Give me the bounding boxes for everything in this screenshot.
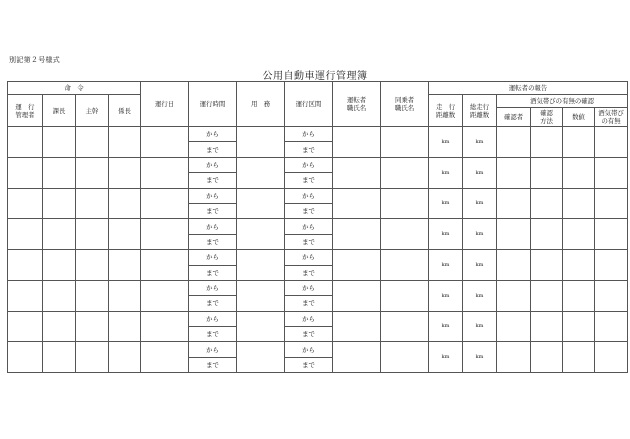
time-to-cell[interactable]: まで bbox=[189, 234, 237, 249]
method-cell[interactable] bbox=[531, 157, 563, 188]
checker-cell[interactable] bbox=[497, 127, 531, 158]
unit-chief-header: 係長 bbox=[109, 95, 141, 127]
unit-chief-cell[interactable] bbox=[109, 127, 141, 158]
total-distance-cell[interactable]: km bbox=[463, 311, 497, 342]
passenger-name-cell[interactable] bbox=[381, 311, 429, 342]
date-cell[interactable] bbox=[141, 157, 189, 188]
driver-name-cell[interactable] bbox=[333, 280, 381, 311]
passenger-name-cell[interactable] bbox=[381, 157, 429, 188]
manager-header: 運 行 管理者 bbox=[8, 95, 43, 127]
table-row-top bbox=[8, 280, 628, 295]
driver-name-cell[interactable] bbox=[333, 127, 381, 158]
value-cell[interactable] bbox=[563, 250, 595, 281]
time-to-cell[interactable]: まで bbox=[189, 203, 237, 218]
date-cell[interactable] bbox=[141, 127, 189, 158]
business-cell[interactable] bbox=[237, 250, 285, 281]
date-cell[interactable] bbox=[141, 280, 189, 311]
route-from-cell[interactable]: から bbox=[285, 188, 333, 203]
total-distance-cell[interactable]: km bbox=[463, 219, 497, 250]
checker-cell[interactable] bbox=[497, 188, 531, 219]
distance-cell[interactable]: km bbox=[429, 127, 463, 158]
total-distance-cell[interactable]: km bbox=[463, 188, 497, 219]
distance-cell[interactable]: km bbox=[429, 219, 463, 250]
supervisor-cell[interactable] bbox=[76, 280, 109, 311]
time-from-cell[interactable]: から bbox=[189, 127, 237, 142]
date-cell[interactable] bbox=[141, 311, 189, 342]
value-cell[interactable] bbox=[563, 219, 595, 250]
alcohol-present-cell[interactable] bbox=[595, 342, 628, 373]
section-chief-cell[interactable] bbox=[43, 280, 76, 311]
route-to-cell[interactable]: まで bbox=[285, 357, 333, 372]
table-row-top bbox=[8, 311, 628, 326]
checker-cell[interactable] bbox=[497, 311, 531, 342]
manager-cell[interactable] bbox=[8, 342, 43, 373]
date-header: 運行日 bbox=[141, 82, 189, 127]
driver-name-cell[interactable] bbox=[333, 311, 381, 342]
passenger-name-cell[interactable] bbox=[381, 280, 429, 311]
method-cell[interactable] bbox=[531, 127, 563, 158]
time-from-cell[interactable]: から bbox=[189, 250, 237, 265]
section-chief-cell[interactable] bbox=[43, 250, 76, 281]
table-row-top bbox=[8, 342, 628, 357]
method-cell[interactable] bbox=[531, 250, 563, 281]
business-header: 用 務 bbox=[237, 82, 285, 127]
method-cell[interactable] bbox=[531, 280, 563, 311]
total-distance-header: 総走行 距離数 bbox=[463, 95, 497, 127]
unit-chief-cell[interactable] bbox=[109, 342, 141, 373]
time-from-cell[interactable]: から bbox=[189, 311, 237, 326]
form-number: 別記第２号様式 bbox=[9, 56, 61, 64]
unit-chief-cell[interactable] bbox=[109, 219, 141, 250]
driver-name-cell[interactable] bbox=[333, 188, 381, 219]
unit-chief-cell[interactable] bbox=[109, 311, 141, 342]
distance-cell[interactable]: km bbox=[429, 188, 463, 219]
checker-cell[interactable] bbox=[497, 342, 531, 373]
time-to-cell[interactable]: まで bbox=[189, 357, 237, 372]
supervisor-cell[interactable] bbox=[76, 250, 109, 281]
checker-cell[interactable] bbox=[497, 280, 531, 311]
time-to-cell[interactable]: まで bbox=[189, 296, 237, 311]
route-to-cell[interactable]: まで bbox=[285, 142, 333, 157]
business-cell[interactable] bbox=[237, 188, 285, 219]
distance-cell[interactable]: km bbox=[429, 250, 463, 281]
manager-cell[interactable] bbox=[8, 311, 43, 342]
time-to-cell[interactable]: まで bbox=[189, 327, 237, 342]
alcohol-present-cell[interactable] bbox=[595, 127, 628, 158]
manager-cell[interactable] bbox=[8, 280, 43, 311]
unit-chief-cell[interactable] bbox=[109, 250, 141, 281]
distance-header: 走 行 距離数 bbox=[429, 95, 463, 127]
distance-cell[interactable]: km bbox=[429, 311, 463, 342]
route-from-cell[interactable]: から bbox=[285, 127, 333, 142]
route-from-cell[interactable]: から bbox=[285, 280, 333, 295]
checker-cell[interactable] bbox=[497, 157, 531, 188]
unit-chief-cell[interactable] bbox=[109, 157, 141, 188]
method-header: 確認 方法 bbox=[531, 108, 563, 127]
checker-header: 確認者 bbox=[497, 108, 531, 127]
passenger-name-cell[interactable] bbox=[381, 188, 429, 219]
value-cell[interactable] bbox=[563, 342, 595, 373]
route-from-cell[interactable]: から bbox=[285, 250, 333, 265]
total-distance-cell[interactable]: km bbox=[463, 342, 497, 373]
log-table bbox=[7, 81, 628, 373]
driver-name-cell[interactable] bbox=[333, 342, 381, 373]
section-chief-cell[interactable] bbox=[43, 127, 76, 158]
distance-cell[interactable]: km bbox=[429, 280, 463, 311]
manager-cell[interactable] bbox=[8, 127, 43, 158]
total-distance-cell[interactable]: km bbox=[463, 157, 497, 188]
time-to-cell[interactable]: まで bbox=[189, 173, 237, 188]
table-row-top bbox=[8, 250, 628, 265]
business-cell[interactable] bbox=[237, 127, 285, 158]
section-chief-cell[interactable] bbox=[43, 219, 76, 250]
driver-report-header: 運転者の報告 bbox=[429, 82, 628, 95]
alcohol-present-cell[interactable] bbox=[595, 188, 628, 219]
driver-name-cell[interactable] bbox=[333, 157, 381, 188]
time-from-cell[interactable]: から bbox=[189, 157, 237, 172]
route-from-cell[interactable]: から bbox=[285, 342, 333, 357]
alcohol-present-cell[interactable] bbox=[595, 157, 628, 188]
value-cell[interactable] bbox=[563, 311, 595, 342]
total-distance-cell[interactable]: km bbox=[463, 127, 497, 158]
value-cell[interactable] bbox=[563, 280, 595, 311]
section-chief-cell[interactable] bbox=[43, 342, 76, 373]
checker-cell[interactable] bbox=[497, 250, 531, 281]
total-distance-cell[interactable]: km bbox=[463, 280, 497, 311]
manager-cell[interactable] bbox=[8, 157, 43, 188]
time-from-cell[interactable]: から bbox=[189, 342, 237, 357]
total-distance-cell[interactable]: km bbox=[463, 250, 497, 281]
section-chief-header: 課長 bbox=[43, 95, 76, 127]
method-cell[interactable] bbox=[531, 219, 563, 250]
checker-cell[interactable] bbox=[497, 219, 531, 250]
method-cell[interactable] bbox=[531, 311, 563, 342]
time-header: 運行時間 bbox=[189, 82, 237, 127]
manager-cell[interactable] bbox=[8, 219, 43, 250]
supervisor-cell[interactable] bbox=[76, 157, 109, 188]
method-cell[interactable] bbox=[531, 188, 563, 219]
time-to-cell[interactable]: まで bbox=[189, 142, 237, 157]
date-cell[interactable] bbox=[141, 188, 189, 219]
time-from-cell[interactable]: から bbox=[189, 219, 237, 234]
table-row-top bbox=[8, 157, 628, 172]
distance-cell[interactable]: km bbox=[429, 157, 463, 188]
date-cell[interactable] bbox=[141, 219, 189, 250]
business-cell[interactable] bbox=[237, 219, 285, 250]
driver-name-cell[interactable] bbox=[333, 219, 381, 250]
unit-chief-cell[interactable] bbox=[109, 280, 141, 311]
passenger-name-cell[interactable] bbox=[381, 127, 429, 158]
alcohol-present-cell[interactable] bbox=[595, 311, 628, 342]
time-from-cell[interactable]: から bbox=[189, 280, 237, 295]
supervisor-cell[interactable] bbox=[76, 311, 109, 342]
table-row-top bbox=[8, 188, 628, 203]
command-header: 命 令 bbox=[8, 82, 141, 95]
manager-cell[interactable] bbox=[8, 188, 43, 219]
form-title: 公用自動車運行管理簿 bbox=[262, 71, 368, 82]
unit-chief-cell[interactable] bbox=[109, 188, 141, 219]
passenger-name-cell[interactable] bbox=[381, 250, 429, 281]
time-to-cell[interactable]: まで bbox=[189, 265, 237, 280]
route-to-cell[interactable]: まで bbox=[285, 327, 333, 342]
driver-name-header: 運転者 職氏名 bbox=[333, 82, 381, 127]
method-cell[interactable] bbox=[531, 342, 563, 373]
distance-cell[interactable]: km bbox=[429, 342, 463, 373]
route-to-cell[interactable]: まで bbox=[285, 203, 333, 218]
supervisor-cell[interactable] bbox=[76, 342, 109, 373]
value-cell[interactable] bbox=[563, 188, 595, 219]
section-chief-cell[interactable] bbox=[43, 311, 76, 342]
section-chief-cell[interactable] bbox=[43, 157, 76, 188]
business-cell[interactable] bbox=[237, 157, 285, 188]
manager-cell[interactable] bbox=[8, 250, 43, 281]
date-cell[interactable] bbox=[141, 250, 189, 281]
value-header: 数値 bbox=[563, 108, 595, 127]
passenger-name-header: 同乗者 職氏名 bbox=[381, 82, 429, 127]
date-cell[interactable] bbox=[141, 342, 189, 373]
route-to-cell[interactable]: まで bbox=[285, 173, 333, 188]
supervisor-cell[interactable] bbox=[76, 188, 109, 219]
route-to-cell[interactable]: まで bbox=[285, 296, 333, 311]
time-from-cell[interactable]: から bbox=[189, 188, 237, 203]
alcohol-present-cell[interactable] bbox=[595, 219, 628, 250]
business-cell[interactable] bbox=[237, 311, 285, 342]
alcohol-present-cell[interactable] bbox=[595, 280, 628, 311]
supervisor-cell[interactable] bbox=[76, 219, 109, 250]
route-to-cell[interactable]: まで bbox=[285, 265, 333, 280]
alcohol-present-cell[interactable] bbox=[595, 250, 628, 281]
section-chief-cell[interactable] bbox=[43, 188, 76, 219]
passenger-name-cell[interactable] bbox=[381, 342, 429, 373]
route-from-cell[interactable]: から bbox=[285, 219, 333, 234]
route-from-cell[interactable]: から bbox=[285, 311, 333, 326]
route-from-cell[interactable]: から bbox=[285, 157, 333, 172]
table-row-top bbox=[8, 219, 628, 234]
passenger-name-cell[interactable] bbox=[381, 219, 429, 250]
business-cell[interactable] bbox=[237, 342, 285, 373]
alcohol-present-header: 酒気帯び の有無 bbox=[595, 108, 628, 127]
table-row-top bbox=[8, 127, 628, 142]
business-cell[interactable] bbox=[237, 280, 285, 311]
route-header: 運行区間 bbox=[285, 82, 333, 127]
route-to-cell[interactable]: まで bbox=[285, 234, 333, 249]
log-body bbox=[8, 127, 628, 373]
supervisor-header: 主幹 bbox=[76, 95, 109, 127]
alcohol-check-header: 酒気帯びの有無の確認 bbox=[497, 95, 628, 108]
value-cell[interactable] bbox=[563, 127, 595, 158]
supervisor-cell[interactable] bbox=[76, 127, 109, 158]
value-cell[interactable] bbox=[563, 157, 595, 188]
driver-name-cell[interactable] bbox=[333, 250, 381, 281]
